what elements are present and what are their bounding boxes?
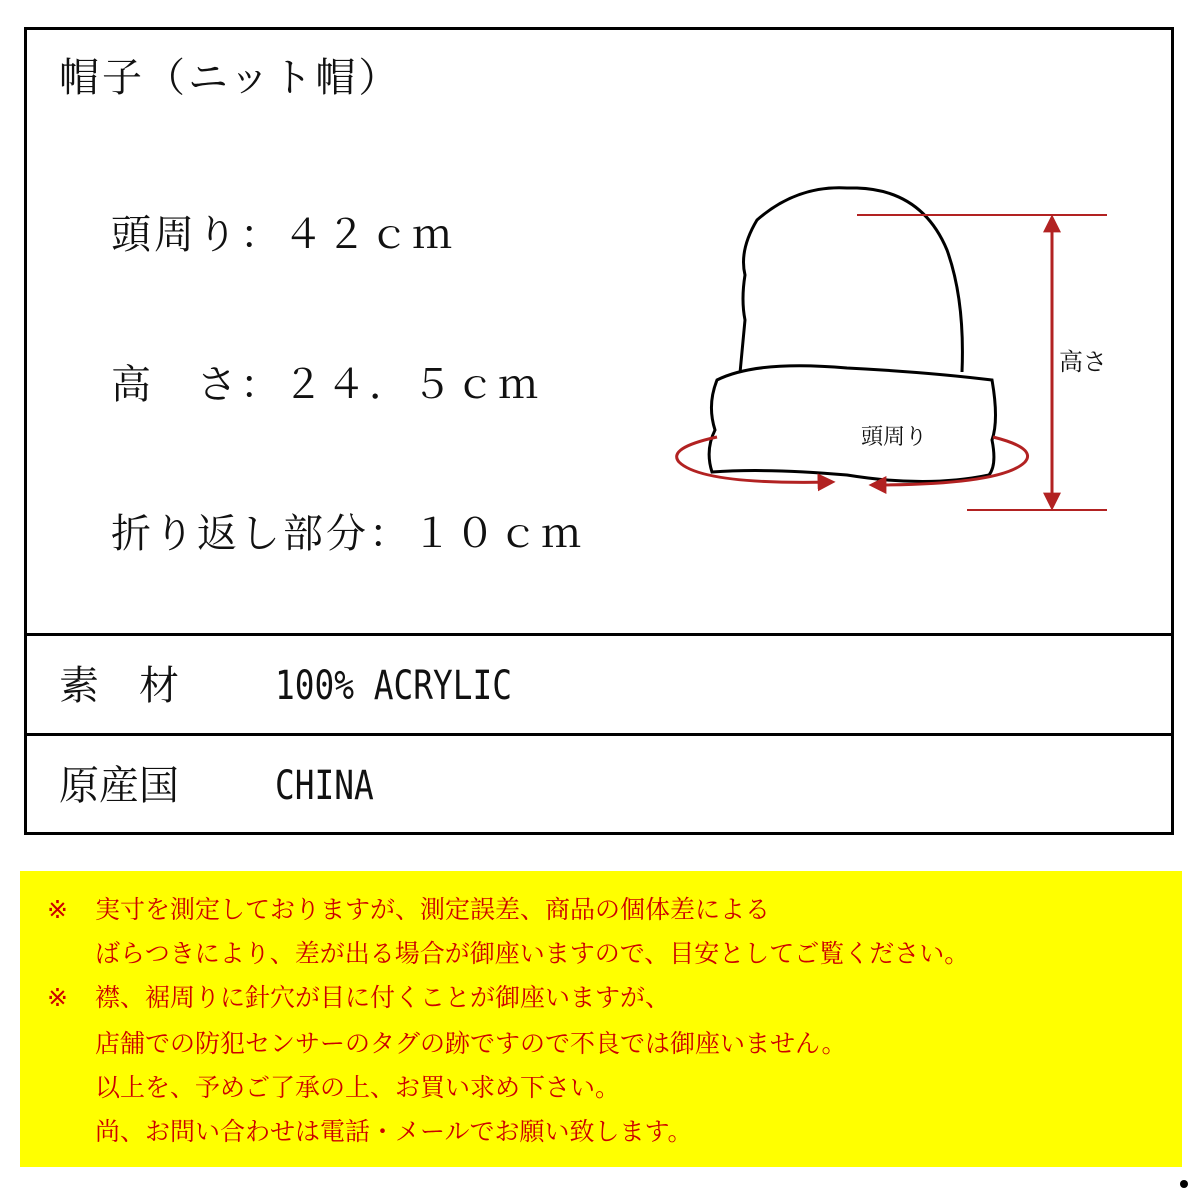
height-label: 高さ [1059,348,1107,376]
hat-cuff-outline [709,366,995,482]
material-row [27,636,1171,736]
measurement-circumference: 頭周り：４２ｃｍ [111,212,455,258]
origin-row [27,736,1171,832]
notice-mark-1: ※ [47,895,68,924]
notice-line-6: 尚、お問い合わせは電話・メールでお願い致します。 [95,1117,693,1146]
circumference-label: 頭周り [861,425,928,450]
notice-line-2: ばらつきにより、差が出る場合が御座いますので、目安としてご覧ください。 [95,939,970,968]
measurement-height: 高 さ：２４．５ｃｍ [111,362,541,408]
origin-label: 原産国 [59,763,179,809]
notice-line-3: 襟、裾周りに針穴が目に付くことが御座いますが、 [95,983,671,1012]
spec-table [24,27,1174,835]
corner-dot [1180,1180,1188,1188]
hat-diagram [647,180,1117,520]
material-label: 素 材 [59,663,179,709]
item-title: 帽子（ニット帽） [59,55,402,101]
measurement-section [27,30,1171,636]
material-value: 100% ACRYLIC [275,663,512,709]
origin-value: CHINA [275,763,374,809]
notice-line-5: 以上を、予めご了承の上、お買い求め下さい。 [95,1073,621,1102]
notice-box [20,871,1182,1167]
measurement-fold: 折り返し部分：１０ｃｍ [111,511,584,557]
notice-mark-2: ※ [47,983,68,1012]
notice-line-4: 店舗での防犯センサーのタグの跡ですので不良では御座いません。 [95,1029,847,1058]
notice-line-1: 実寸を測定しておりますが、測定誤差、商品の個体差による [95,895,771,924]
